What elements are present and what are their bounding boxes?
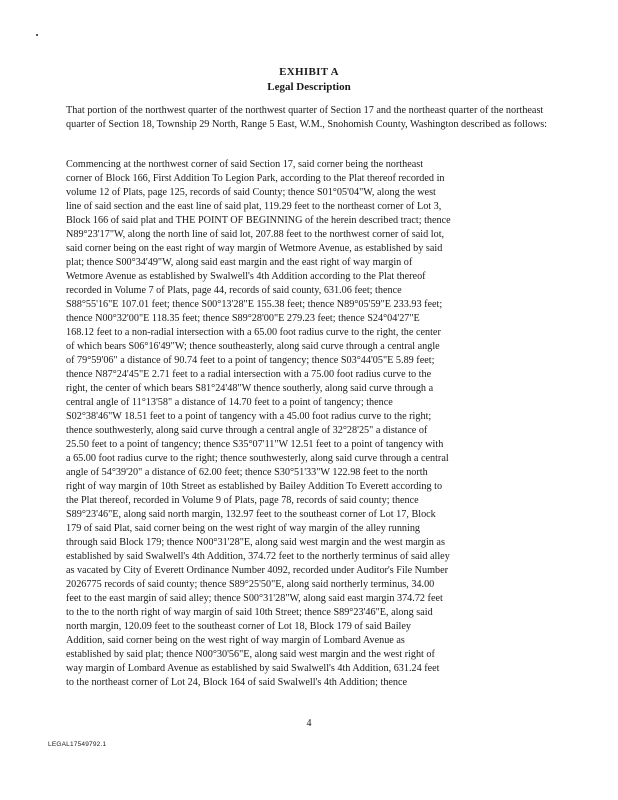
body-line: feet to the east margin of said alley; thence S00°31'28"W, along said east margin 374.72 feet <box>66 593 443 604</box>
body-line: Addition, said corner being on the west right of way margin of Lombard Avenue as <box>66 635 405 646</box>
body-line: said corner being on the east right of way margin of Wetmore Avenue, as established by said <box>66 243 443 254</box>
body-line: S88°55'16"E 107.01 feet; thence S00°13'28"E 155.38 feet; thence N89°05'59"E 233.93 feet; <box>66 299 443 310</box>
body-line: S89°23'46"E, along said north margin, 132.97 feet to the southeast corner of Lot 17, Block <box>66 509 436 520</box>
body-line: the Plat thereof, recorded in Volume 9 of Plats, page 78, records of said county; thence <box>66 495 419 506</box>
scan-speck <box>36 34 38 36</box>
body-line: Wetmore Avenue as established by Swalwell's 4th Addition according to the Plat thereof <box>66 271 426 282</box>
body-line: N89°23'17"W, along the north line of said lot, 207.88 feet to the northwest corner of said lot, <box>66 229 445 240</box>
body-line: central angle of 11°13'58" a distance of 14.70 feet to a point of tangency; thence <box>66 397 393 408</box>
body-line: right, the center of which bears S81°24'48"W thence southerly, along said curve through a <box>66 383 434 394</box>
legal-description-body <box>66 158 560 690</box>
intro-paragraph: That portion of the northwest quarter of the northwest quarter of Section 17 and the northeast quarter of the northeast quarter of Section 18, Township 29 North, Range 5 East, W.M., Snohomish County, Washington described as follows: <box>66 105 548 131</box>
body-line: 179 of said Plat, said corner being on the west right of way margin of the alley running <box>66 523 421 534</box>
body-line: 2026775 records of said county; thence S89°25'50"E, along said northerly terminus, 34.00 <box>66 579 435 590</box>
body-line: line of said section and the east line of said plat, 119.29 feet to the northeast corner of Lot 3, <box>66 201 442 212</box>
body-line: way margin of Lombard Avenue as established by said Swalwell's 4th Addition, 631.24 feet <box>66 663 440 674</box>
body-line: recorded in Volume 7 of Plats, page 44, records of said county, 631.06 feet; thence <box>66 285 402 296</box>
body-line: of 79°59'06" a distance of 90.74 feet to a point of tangency; thence S03°44'05"E 5.89 feet; <box>66 355 435 366</box>
body-line: established by said plat; thence N00°30'56"E, along said west margin and the west right of <box>66 649 435 660</box>
body-line: 168.12 feet to a non-radial intersection with a 65.00 foot radius curve to the right, the center <box>66 327 441 338</box>
body-line: plat; thence S00°34'49"W, along said east margin and the east right of way margin of <box>66 257 413 268</box>
body-line: to the northeast corner of Lot 24, Block 164 of said Swalwell's 4th Addition; thence <box>66 677 408 688</box>
body-line: of which bears S06°16'49"W; thence southeasterly, along said curve through a central angle <box>66 341 440 352</box>
body-line: Commencing at the northwest corner of said Section 17, said corner being the northeast <box>66 159 424 170</box>
body-line: north margin, 120.09 feet to the southeast corner of Lot 18, Block 179 of said Bailey <box>66 621 411 632</box>
body-line: a 65.00 foot radius curve to the right; thence southwesterly, along said curve through a central <box>66 453 449 464</box>
body-line: thence N00°32'00"E 118.35 feet; thence S89°28'00"E 279.23 feet; thence S24°04'27"E <box>66 313 420 324</box>
body-line: as vacated by City of Everett Ordinance Number 4092, recorded under Auditor's File Number <box>66 565 449 576</box>
exhibit-subtitle: Legal Description <box>267 81 351 93</box>
body-line: Block 166 of said plat and THE POINT OF BEGINNING of the herein described tract; thence <box>66 215 451 226</box>
document-code: LEGAL17549792.1 <box>48 741 107 748</box>
body-line: corner of Block 166, First Addition To Legion Park, according to the Plat thereof recorded in <box>66 173 445 184</box>
body-line: 25.50 feet to a point of tangency; thence S35°07'11"W 12.51 feet to a point of tangency with <box>66 439 444 450</box>
body-line: established by said Swalwell's 4th Addition, 374.72 feet to the northerly terminus of said alley <box>66 551 450 562</box>
body-line: right of way margin of 10th Street as established by Bailey Addition To Everett according to <box>66 481 443 492</box>
body-line: angle of 54°39'20" a distance of 62.00 feet; thence S30°51'33"W 122.98 feet to the north <box>66 467 428 478</box>
body-line: to the to the north right of way margin of said 10th Street; thence S89°23'46"E, along said <box>66 607 433 618</box>
body-line: thence N87°24'45"E 2.71 feet to a radial intersection with a 75.00 foot radius curve to the <box>66 369 432 380</box>
body-line: thence southwesterly, along said curve through a central angle of 32°28'25" a distance of <box>66 425 428 436</box>
exhibit-title: EXHIBIT A <box>279 66 339 78</box>
body-line: S02°38'46"W 18.51 feet to a point of tangency with a 45.00 foot radius curve to the right; <box>66 411 432 422</box>
page-number: 4 <box>306 718 312 729</box>
body-line: volume 12 of Plats, page 125, records of said County; thence S01°05'04"W, along the west <box>66 187 436 198</box>
body-line: through said Block 179; thence N00°31'28"E, along said west margin and the west margin as <box>66 537 445 548</box>
